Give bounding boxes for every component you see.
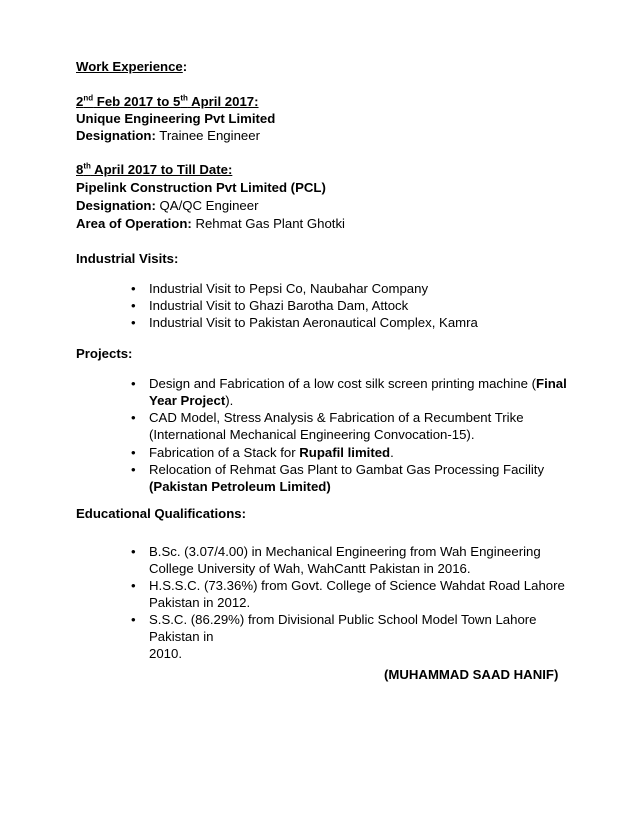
job1-date-sup-end: th [180, 93, 188, 103]
job2-designation-value: QA/QC Engineer [155, 198, 259, 213]
projects-list-2 [131, 409, 524, 443]
bullet-icon: • [131, 281, 136, 296]
project4-line2-bold: (Pakistan Petroleum Limited) [149, 479, 331, 494]
job1-date-day: 2 [76, 94, 84, 109]
job2-designation [76, 197, 258, 214]
job2-area [76, 215, 345, 232]
job2-designation-label: Designation: [76, 198, 156, 213]
signature-name: (MUHAMMAD SAAD HANIF) [384, 667, 559, 682]
job2-date [76, 161, 232, 178]
project1-line2-rest: ). [225, 393, 234, 408]
bullet-icon: • [131, 462, 136, 477]
project1-line1: Design and Fabrication of a low cost silk screen printing machine ( [149, 376, 537, 391]
project3-line1-bold: Rupafil limited [299, 445, 391, 460]
work-experience-heading-text: Work Experience [76, 59, 183, 74]
list-item [131, 543, 565, 577]
project3-line1-end: . [390, 445, 394, 460]
bullet-icon: • [131, 578, 136, 593]
list-item [131, 444, 544, 461]
list-item [131, 314, 478, 331]
visit-text: Industrial Visit to Pepsi Co, Naubahar Company [149, 281, 429, 296]
job1-designation-value: Trainee Engineer [155, 128, 260, 143]
project2-line2: (International Mechanical Engineering Convocation-15). [149, 427, 475, 442]
project1-line1-bold: Final [536, 376, 567, 391]
industrial-visits-list [131, 280, 478, 331]
edu1-line1: B.Sc. (3.07/4.00) in Mechanical Engineering from Wah Engineering [149, 544, 541, 559]
job1-designation [76, 127, 260, 144]
visit-text: Industrial Visit to Ghazi Barotha Dam, Attock [149, 298, 409, 313]
project2-line1: CAD Model, Stress Analysis & Fabrication of a Recumbent Trike [149, 410, 524, 425]
project1-line2-bold: Year Project [149, 393, 226, 408]
list-item [131, 375, 567, 409]
edu3-line2: Pakistan in [149, 629, 214, 644]
projects-list [131, 375, 567, 409]
education-list [131, 543, 565, 662]
job2-date-day: 8 [76, 162, 84, 177]
edu2-line2: Pakistan in 2012. [149, 595, 251, 610]
visit-text: Industrial Visit to Pakistan Aeronautical Complex, Kamra [149, 315, 478, 330]
bullet-icon: • [131, 544, 136, 559]
bullet-icon: • [131, 612, 136, 627]
bullet-icon: • [131, 315, 136, 330]
edu3-line3: 2010. [149, 646, 183, 661]
projects-list-3 [131, 444, 544, 495]
list-item [131, 461, 544, 495]
job2-company: Pipelink Construction Pvt Limited (PCL) [76, 180, 326, 195]
job2-date-sup: th [83, 161, 91, 171]
bullet-icon: • [131, 376, 136, 391]
bullet-icon: • [131, 410, 136, 425]
list-item [131, 409, 524, 443]
list-item [131, 611, 565, 662]
job1-designation-label: Designation: [76, 128, 156, 143]
industrial-visits-heading: Industrial Visits: [76, 251, 179, 266]
project3-line1: Fabrication of a Stack for [149, 445, 300, 460]
job1-date-mid: Feb 2017 to 5 [93, 94, 181, 109]
project4-line1: Relocation of Rehmat Gas Plant to Gambat Gas Processing Facility [149, 462, 545, 477]
bullet-icon: • [131, 298, 136, 313]
edu2-line1: H.S.S.C. (73.36%) from Govt. College of Science Wahdat Road Lahore [149, 578, 565, 593]
job2-date-rest: April 2017 to Till Date: [90, 162, 233, 177]
projects-heading: Projects: [76, 346, 133, 361]
job1-date [76, 93, 259, 110]
job2-area-label: Area of Operation: [76, 216, 192, 231]
list-item [131, 280, 478, 297]
job1-company: Unique Engineering Pvt Limited [76, 111, 276, 126]
bullet-icon: • [131, 445, 136, 460]
work-experience-heading-colon: : [182, 59, 188, 74]
edu3-line1: S.S.C. (86.29%) from Divisional Public School Model Town Lahore [149, 612, 537, 627]
list-item [131, 577, 565, 611]
job1-date-sup-start: nd [83, 93, 94, 103]
job2-area-value: Rehmat Gas Plant Ghotki [191, 216, 345, 231]
education-heading: Educational Qualifications: [76, 506, 246, 521]
edu1-line2: College University of Wah, WahCantt Pakistan in 2016. [149, 561, 471, 576]
job1-date-end: April 2017: [187, 94, 259, 109]
work-experience-heading [76, 58, 187, 75]
list-item [131, 297, 478, 314]
